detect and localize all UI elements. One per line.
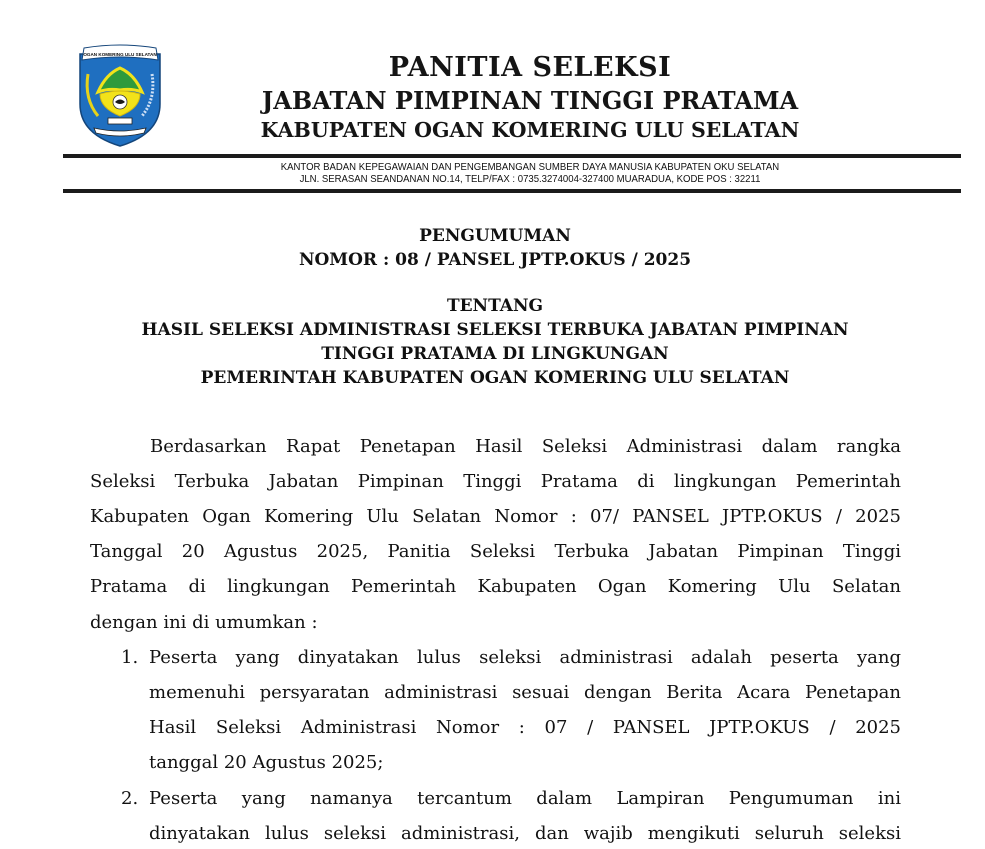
emblem-caption: OGAN KOMERING ULU SELATAN	[83, 52, 157, 57]
list-item-number: 1.	[121, 647, 139, 668]
body-paragraph-line: dengan ini di umumkan :	[90, 612, 318, 633]
body-paragraph-line: Pratama di lingkungan Pemerintah Kabupaten Ogan Komering Ulu Selatan	[90, 576, 901, 597]
office-name: KANTOR BADAN KEPEGAWAIAN DAN PENGEMBANGAN SUMBER DAYA MANUSIA KABUPATEN OKU SELATAN	[280, 162, 780, 173]
list-item-line: memenuhi persyaratan administrasi sesuai dengan Berita Acara Penetapan	[149, 682, 901, 703]
subject-line-3: PEMERINTAH KABUPATEN OGAN KOMERING ULU SELATAN	[200, 368, 790, 388]
subject-line-2: TINGGI PRATAMA DI LINGKUNGAN	[321, 344, 669, 364]
body-paragraph-line: Tanggal 20 Agustus 2025, Panitia Seleksi Terbuka Jabatan Pimpinan Tinggi	[90, 541, 901, 562]
subject-line-1: HASIL SELEKSI ADMINISTRASI SELEKSI TERBUKA JABATAN PIMPINAN	[141, 320, 849, 340]
announcement-number: NOMOR : 08 / PANSEL JPTP.OKUS / 2025	[298, 250, 692, 270]
list-item-number: 2.	[121, 788, 139, 809]
letterhead-title: PANITIA SELEKSI	[388, 52, 672, 83]
office-address: JLN. SERASAN SEANDANAN NO.14, TELP/FAX : 0735.3274004-327400 MUARADUA, KODE POS : 32211	[299, 174, 761, 185]
about-label: TENTANG	[446, 296, 544, 316]
list-item-line: tanggal 20 Agustus 2025;	[149, 752, 384, 773]
list-item-line: Peserta yang namanya tercantum dalam Lampiran Pengumuman ini	[149, 788, 901, 809]
regency-emblem-icon	[76, 44, 164, 148]
letterhead-regency: KABUPATEN OGAN KOMERING ULU SELATAN	[260, 118, 800, 142]
body-paragraph-line: Berdasarkan Rapat Penetapan Hasil Seleksi Administrasi dalam rangka	[150, 436, 901, 457]
list-item-line: Hasil Seleksi Administrasi Nomor : 07 / PANSEL JPTP.OKUS / 2025	[149, 717, 901, 738]
list-item-line: Peserta yang dinyatakan lulus seleksi administrasi adalah peserta yang	[149, 647, 901, 668]
letterhead-rule-bottom	[63, 189, 961, 193]
body-paragraph-line: Seleksi Terbuka Jabatan Pimpinan Tinggi Pratama di lingkungan Pemerintah	[90, 471, 901, 492]
announcement-heading: PENGUMUMAN	[419, 226, 571, 246]
list-item-line: dinyatakan lulus seleksi administrasi, dan wajib mengikuti seluruh seleksi	[149, 823, 901, 844]
body-paragraph-line: Kabupaten Ogan Komering Ulu Selatan Nomor : 07/ PANSEL JPTP.OKUS / 2025	[90, 506, 901, 527]
letterhead-subtitle: JABATAN PIMPINAN TINGGI PRATAMA	[261, 86, 799, 115]
letterhead-rule-top	[63, 154, 961, 158]
